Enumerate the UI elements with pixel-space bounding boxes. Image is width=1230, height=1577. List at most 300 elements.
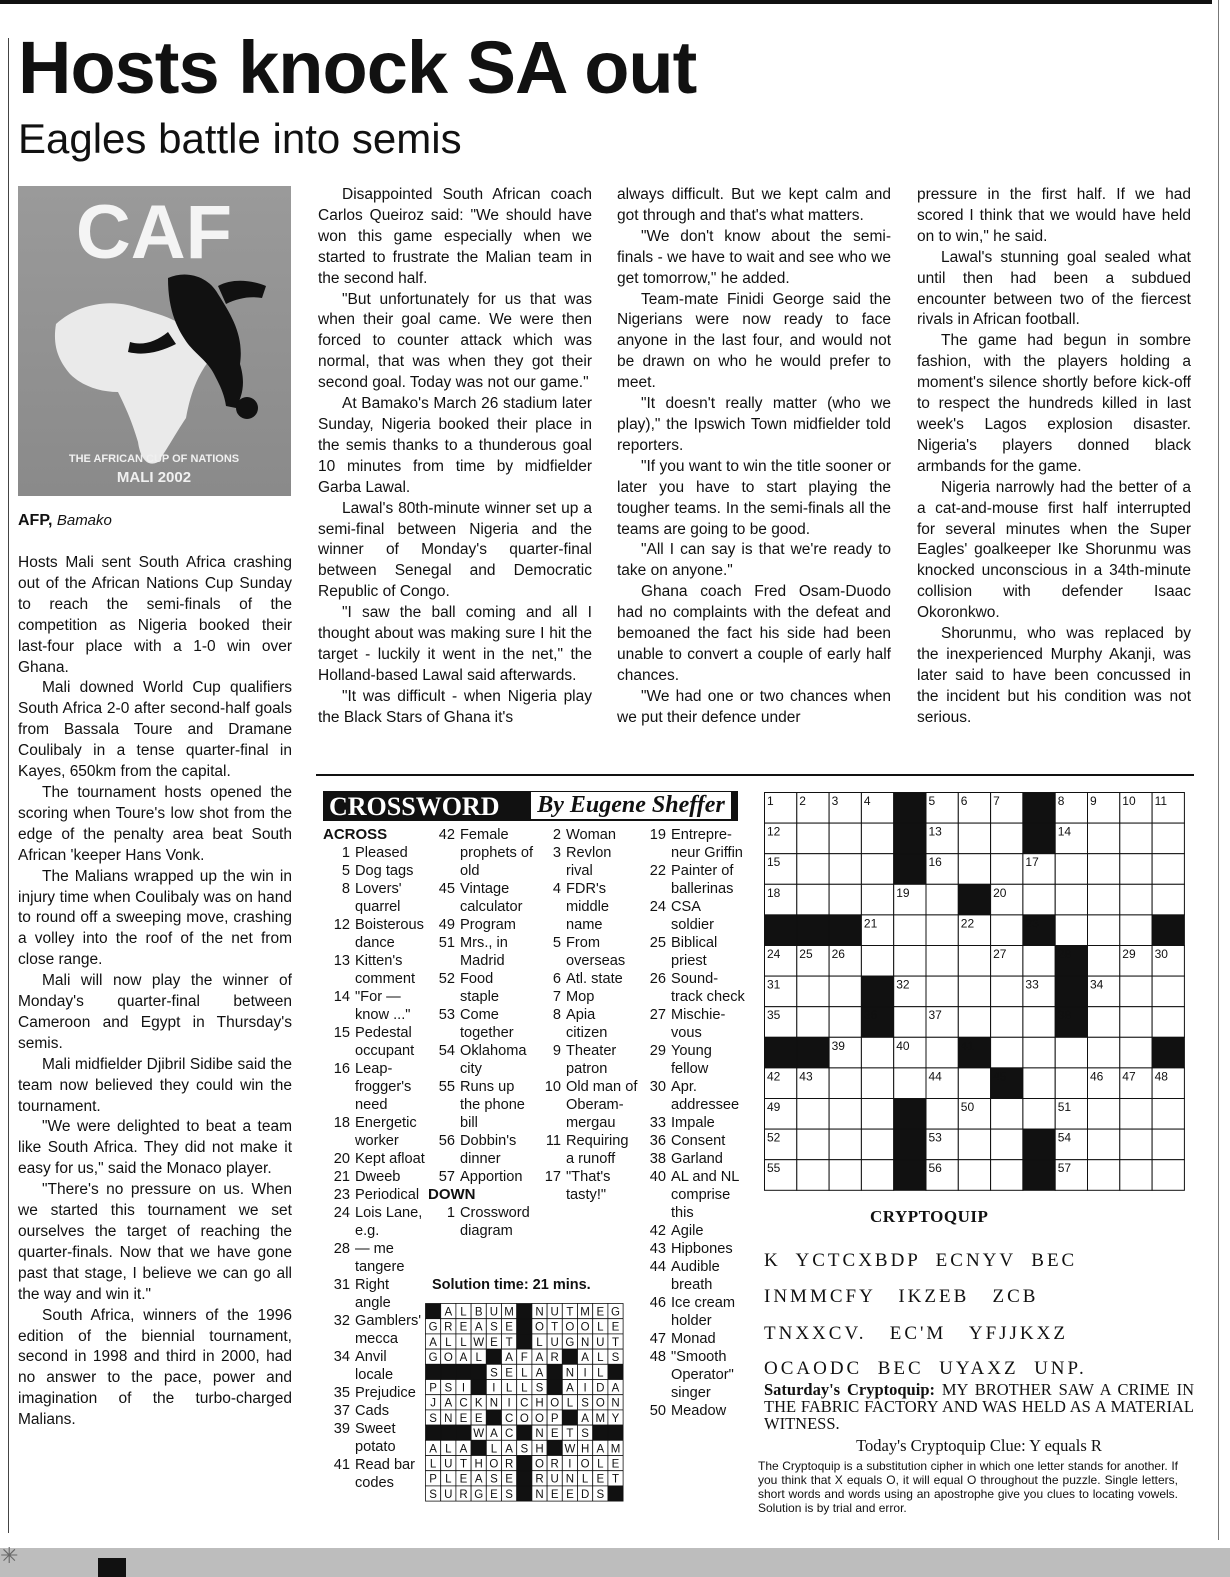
grid-cell: [1120, 1160, 1152, 1191]
clue-number: 27: [649, 1007, 666, 1023]
solution-letter: A: [459, 1443, 468, 1456]
solution-letter: C: [459, 1397, 468, 1410]
solution-block: [517, 1456, 532, 1471]
clue-text: Runs up the phone bill: [460, 1079, 525, 1131]
solution-letter: O: [489, 1458, 499, 1471]
clue-number: 40: [649, 1169, 666, 1185]
clue-item: [323, 1348, 428, 1384]
solution-letter: A: [611, 1382, 620, 1395]
down-heading: DOWN: [428, 1186, 476, 1203]
solution-letter: A: [474, 1473, 483, 1486]
clue-number: 8: [552, 1007, 561, 1023]
grid-cell: [991, 1099, 1023, 1130]
solution-letter: M: [610, 1443, 621, 1456]
solution-letter: N: [489, 1397, 499, 1410]
grid-block: [894, 1129, 926, 1160]
clue-text: From overseas: [566, 935, 626, 969]
solution-letter: A: [429, 1443, 437, 1456]
clue-item: [534, 1132, 639, 1168]
paragraph: pressure in the first half. If we had scored I think that we would have held on to win," he said.: [917, 186, 1191, 245]
clue-text: Crossword diagram: [460, 1205, 530, 1239]
solution-block: [486, 1349, 501, 1364]
clue-item: [323, 1024, 428, 1060]
solution-letter: P: [429, 1473, 437, 1486]
solution-letter: L: [445, 1473, 452, 1486]
clue-item: [323, 1204, 428, 1240]
clue-item: [323, 1312, 428, 1348]
crossword-banner: [323, 791, 738, 821]
grid-number: 44: [928, 1069, 942, 1084]
solution-letter: A: [444, 1397, 453, 1410]
clue-number: 56: [438, 1133, 455, 1149]
clue-text: Apportion: [460, 1169, 523, 1185]
solution-block: [456, 1364, 471, 1379]
cryptoquip-line: OCAODC BEC UYAXZ UNP.: [764, 1358, 1087, 1379]
grid-number: 30: [1154, 947, 1168, 961]
paragraph: Lawal's 80th-minute winner set up a semi-final between Nigeria and the winner of Monday's quarter-final between Senegal and Democratic Republic of Congo.: [318, 499, 592, 601]
grid-block: [1055, 976, 1087, 1007]
grid-cell: [1152, 854, 1184, 885]
solution-letter: L: [521, 1367, 528, 1380]
grid-cell: [797, 1007, 829, 1038]
right-page-rule: [1218, 0, 1219, 1540]
clue-item: [428, 1132, 536, 1168]
grid-block: [894, 1099, 926, 1130]
clue-text: Theater patron: [566, 1043, 617, 1077]
grid-cell: [1055, 1037, 1087, 1068]
grid-number: 53: [928, 1130, 942, 1145]
grid-number: 9: [1090, 794, 1097, 808]
solution-letter: O: [550, 1397, 560, 1410]
solution-block: [426, 1364, 441, 1379]
paragraph: Shorunmu, who was replaced by the inexperienced Murphy Akanji, was later said to have been concussed in the incident but his condition was not serious.: [917, 625, 1191, 726]
clue-number: 48: [649, 1349, 666, 1365]
grid-number: 50: [960, 1100, 975, 1114]
clue-item: [323, 1060, 428, 1114]
grid-block: [958, 884, 990, 915]
grid-number: 43: [799, 1069, 813, 1084]
clue-item: [323, 1402, 428, 1420]
grid-block: [1023, 1129, 1055, 1160]
grid-cell: [991, 1007, 1023, 1038]
clue-item: [639, 1078, 747, 1114]
grid-block: [894, 854, 926, 885]
solution-letter: A: [459, 1352, 468, 1365]
grid-cell: [1120, 1099, 1152, 1130]
clue-text: Requiring a runoff: [566, 1133, 629, 1167]
clue-number: 18: [333, 1115, 350, 1131]
solution-letter: D: [596, 1382, 605, 1395]
grid-number: 42: [767, 1069, 781, 1084]
grid-number: 52: [767, 1130, 781, 1145]
grid-number: 38: [1057, 1008, 1072, 1023]
grid-block: [1023, 793, 1055, 824]
grid-cell: [861, 1160, 893, 1191]
grid-number: 57: [1057, 1161, 1072, 1176]
solution-letter: J: [430, 1397, 436, 1410]
grid-number: 18: [767, 885, 781, 900]
paragraph: The game had begun in sombre fashion, with the players holding a moment's silence shortly before kick-off to respect the hundreds killed in last week's Lagos explosion disaster. Nigeria's players donned black armbands for the game.: [917, 332, 1191, 475]
grid-cell: [926, 915, 958, 946]
grid-number: 36: [863, 1008, 878, 1023]
clue-item: [639, 1150, 747, 1168]
solution-letter: G: [428, 1321, 438, 1334]
grid-cell: [829, 1129, 861, 1160]
grid-block: [829, 915, 861, 946]
clue-item: [534, 934, 639, 970]
clue-item: [639, 1168, 747, 1222]
clue-text: "Smooth Operator" singer: [671, 1349, 734, 1401]
paragraph: "I saw the ball coming and all I thought about was making sure I hit the target - luckily it went in the net," the Holland-based Lawal said afterwards.: [318, 604, 592, 684]
solution-letter: S: [490, 1321, 498, 1334]
solution-letter: A: [444, 1306, 453, 1319]
grid-cell: [797, 976, 829, 1007]
solution-letter: I: [583, 1382, 587, 1395]
grid-cell: [861, 946, 893, 977]
grid-cell: [1088, 1037, 1120, 1068]
solution-letter: N: [611, 1397, 620, 1410]
grid-cell: [1023, 1037, 1055, 1068]
clue-text: Right angle: [355, 1277, 391, 1311]
clue-item: [639, 1258, 747, 1294]
clue-item: [534, 1042, 639, 1078]
article-column-4: [917, 185, 1191, 729]
clue-text: FDR's middle name: [566, 881, 609, 933]
clue-text: Female prophets of old: [460, 827, 534, 879]
solution-letter: U: [550, 1306, 559, 1319]
grid-number: 41: [960, 1038, 975, 1053]
solution-letter: T: [566, 1428, 574, 1441]
grid-cell: [1152, 1007, 1184, 1038]
solution-letter: G: [474, 1488, 484, 1501]
grid-number: 5: [928, 794, 936, 808]
grid-block: [894, 823, 926, 854]
grid-cell: [1120, 915, 1152, 946]
grid-block: [1023, 1160, 1055, 1191]
grid-cell: [1088, 823, 1120, 854]
clue-number: 23: [333, 1187, 350, 1203]
grid-cell: [1023, 884, 1055, 915]
grid-cell: [958, 854, 990, 885]
clue-number: 16: [333, 1061, 350, 1077]
grid-cell: [926, 1037, 958, 1068]
grid-cell: [926, 976, 958, 1007]
solution-letter: C: [504, 1412, 514, 1425]
grid-block: [797, 915, 829, 946]
solution-block: [426, 1304, 441, 1319]
solution-letter: O: [595, 1397, 605, 1410]
clue-item: [323, 1276, 428, 1312]
clue-item: [323, 1114, 428, 1150]
byline: [18, 512, 112, 530]
saturday-label: Saturday's Cryptoquip:: [764, 1380, 935, 1399]
paragraph: The Malians wrapped up the win in injury time when Coulibaly was on hand to round off a sweeping move, crashing a volley into the roof of the net from close range.: [18, 867, 292, 969]
clue-item: [428, 1204, 536, 1240]
solution-letter: O: [519, 1412, 529, 1425]
grid-cell: [926, 884, 958, 915]
solution-letter: T: [459, 1458, 468, 1471]
solution-letter: L: [460, 1306, 467, 1319]
grid-cell: [1120, 1129, 1152, 1160]
clue-number: 57: [438, 1169, 455, 1185]
grid-cell: [861, 1037, 893, 1068]
solution-letter: H: [580, 1443, 590, 1456]
solution-letter: E: [611, 1321, 620, 1334]
cryptoquip-title: CRYPTOQUIP: [870, 1207, 989, 1226]
clue-item: [428, 1042, 536, 1078]
solution-letter: O: [565, 1321, 575, 1334]
solution-letter: O: [535, 1458, 544, 1471]
clue-text: — me tangere: [355, 1241, 405, 1275]
clue-number: 7: [552, 989, 561, 1005]
clue-number: 42: [438, 827, 455, 843]
grid-cell: [829, 1099, 861, 1130]
grid-cell: [926, 1099, 958, 1130]
solution-block: [441, 1364, 456, 1379]
paragraph: Hosts Mali sent South Africa crashing out of the African Nations Cup Sunday to reach the semi-finals of the competition as Nigeria booked their last-four place with a 1-0 win over Ghana.: [18, 554, 292, 676]
grid-cell: [797, 823, 829, 854]
clue-item: [639, 1330, 747, 1348]
paragraph: Mali midfielder Djibril Sidibe said the team now believed they could win the tournament.: [18, 1055, 292, 1115]
crossword-author: By Eugene Sheffer: [531, 792, 731, 819]
solution-letter: H: [535, 1443, 544, 1456]
clue-item: [323, 862, 428, 880]
solution-letter: E: [505, 1473, 513, 1486]
clue-text: Vintage calculator: [460, 881, 523, 915]
bottom-bar: [0, 1548, 1230, 1577]
grid-cell: [958, 1129, 990, 1160]
solution-letter: O: [443, 1352, 453, 1365]
clue-item: [323, 844, 428, 862]
solution-letter: W: [564, 1443, 576, 1456]
solution-block: [608, 1425, 623, 1440]
clue-text: Apr. addressee: [671, 1079, 740, 1113]
logo-title: CAF: [75, 190, 233, 275]
solution-block: [608, 1364, 623, 1379]
clue-number: 24: [649, 899, 666, 915]
solution-letter: A: [505, 1352, 513, 1365]
grid-cell: [1120, 1007, 1152, 1038]
grid-cell: [991, 823, 1023, 854]
solution-letter: U: [550, 1336, 559, 1349]
solution-letter: A: [429, 1336, 437, 1349]
clue-number: 10: [544, 1079, 561, 1095]
grid-cell: [1023, 1007, 1055, 1038]
grid-number: 14: [1057, 824, 1072, 839]
paragraph: Nigeria narrowly had the better of a a cat-and-mouse first half interrupted for several minutes when the Super Eagles' goalkeeper Ike Shorunmu was knocked unconscious in a 34th-minute collision with defender Isaac Okoronkwo.: [917, 478, 1191, 622]
grid-number: 2: [799, 794, 806, 808]
grid-cell: [1055, 854, 1087, 885]
grid-cell: [958, 976, 990, 1007]
clue-number: 20: [333, 1151, 350, 1167]
solution-letter: L: [490, 1443, 498, 1456]
clue-number: 51: [438, 935, 455, 951]
clue-number: 3: [552, 845, 561, 861]
grid-block: [765, 915, 797, 946]
clue-number: 17: [544, 1169, 561, 1185]
clue-number: 46: [649, 1295, 666, 1311]
solution-letter: E: [505, 1321, 513, 1334]
clue-text: Anvil locale: [355, 1349, 394, 1383]
grid-number: 7: [993, 794, 1000, 808]
paragraph: Disappointed South African coach Carlos Queiroz said: "We should have won this game especially when we started to frustrate the Malian team in the second half.: [318, 186, 592, 287]
grid-number: 49: [767, 1100, 781, 1114]
clue-text: Sound-track check: [671, 971, 745, 1005]
clue-item: [323, 952, 428, 988]
solution-letter: U: [444, 1458, 453, 1471]
clue-number: 38: [649, 1151, 666, 1167]
solution-letter: N: [535, 1488, 544, 1501]
paragraph: "But unfortunately for us that was when their goal came. We were then forced to counter attack which was normal, that was when they got their second goal. Today was not our game.": [318, 290, 592, 392]
solution-letter: Y: [611, 1412, 620, 1425]
solution-block: [517, 1334, 532, 1349]
clue-number: 43: [649, 1241, 666, 1257]
clue-number: 11: [545, 1133, 561, 1149]
paragraph: Lawal's stunning goal sealed what until then had been a subdued encounter between two of the fiercest rivals in African football.: [917, 248, 1191, 329]
grid-cell: [1120, 854, 1152, 885]
solution-letter: T: [551, 1321, 559, 1334]
clue-text: Apia citizen: [566, 1007, 608, 1041]
grid-cell: [829, 1007, 861, 1038]
grid-number: 23: [1025, 916, 1039, 931]
grid-number: 48: [1154, 1069, 1168, 1084]
grid-cell: [861, 854, 893, 885]
solution-letter: N: [535, 1306, 544, 1319]
cryptoquip-instructions: The Cryptoquip is a substitution cipher in which one letter stands for another. If you think that X equals O, it will equal O throughout the puzzle. Single letters, short words and words using an apostrophe give you clues to locating vowels. Solution is by trial and error.: [758, 1459, 1178, 1515]
grid-number: 40: [896, 1038, 910, 1053]
solution-letter: E: [474, 1412, 483, 1425]
grid-cell: [991, 854, 1023, 885]
solution-letter: T: [611, 1336, 620, 1349]
clue-text: Prejudice: [355, 1385, 416, 1401]
paragraph: Ghana coach Fred Osam-Duodo had no complaints with the defeat and bemoaned the fact his side had been unable to convert a couple of early half chances.: [617, 583, 891, 684]
solution-letter: R: [444, 1321, 453, 1334]
logo-caption-line2: MALI 2002: [116, 469, 192, 486]
paragraph: "We had one or two chances when we put their defence under: [617, 687, 891, 726]
grid-number: 1: [767, 794, 774, 808]
clue-item: [323, 1168, 428, 1186]
clue-text: Impale: [671, 1115, 715, 1131]
clue-item: [534, 1168, 639, 1204]
grid-number: 21: [863, 916, 878, 931]
grid-cell: [1023, 946, 1055, 977]
clue-text: CSA soldier: [671, 899, 714, 933]
grid-number: 51: [1057, 1100, 1072, 1114]
grid-block: [1023, 823, 1055, 854]
clue-text: Oklahoma city: [460, 1043, 527, 1077]
solution-block: [471, 1440, 486, 1455]
grid-cell: [958, 1160, 990, 1191]
clue-text: Woman: [566, 827, 617, 843]
grid-cell: [829, 976, 861, 1007]
solution-letter: U: [444, 1488, 453, 1501]
clue-item: [639, 1348, 747, 1402]
grid-cell: [1152, 884, 1184, 915]
clue-text: Sweet potato: [355, 1421, 396, 1455]
solution-letter: G: [565, 1336, 575, 1349]
solution-time: Solution time: 21 mins.: [432, 1277, 591, 1293]
grid-cell: [894, 946, 926, 977]
grid-number: 20: [993, 885, 1007, 900]
solution-letter: A: [474, 1321, 483, 1334]
grid-cell: [861, 1129, 893, 1160]
solution-letter: S: [444, 1382, 453, 1395]
solution-block: [471, 1380, 486, 1395]
clue-number: 44: [649, 1259, 666, 1275]
clue-item: [639, 1132, 747, 1150]
grid-cell: [1055, 884, 1087, 915]
solution-block: [441, 1425, 456, 1440]
solution-letter: L: [597, 1321, 604, 1334]
grid-block: [894, 793, 926, 824]
clue-number: 41: [333, 1457, 350, 1473]
clue-item: [534, 1078, 639, 1132]
grid-number: 3: [831, 794, 839, 808]
clue-text: Lovers' quarrel: [355, 881, 402, 915]
clue-text: Cads: [355, 1403, 390, 1419]
grid-cell: [991, 915, 1023, 946]
grid-cell: [991, 1160, 1023, 1191]
clue-number: 13: [333, 953, 350, 969]
clue-text: Painter of ballerinas: [671, 863, 734, 897]
clue-item: [639, 1240, 747, 1258]
paragraph: The tournament hosts opened the scoring when Toure's low shot from the edge of the penalty area beat South African 'keeper Hans Vonk.: [18, 783, 292, 864]
grid-number: 55: [767, 1161, 781, 1176]
clue-text: Ice cream holder: [671, 1295, 736, 1329]
grid-cell: [991, 976, 1023, 1007]
paragraph: "All I can say is that we're ready to take on anyone.": [617, 541, 891, 580]
grid-number: 27: [993, 947, 1007, 961]
solution-block: [562, 1410, 577, 1425]
grid-number: 25: [799, 947, 813, 961]
clue-item: [534, 844, 639, 880]
solution-letter: S: [581, 1428, 589, 1441]
left-column-rule: [8, 38, 9, 1533]
solution-letter: M: [595, 1412, 606, 1425]
byline-place: Bamako: [56, 512, 112, 529]
grid-cell: [1088, 1160, 1120, 1191]
grid-cell: [991, 1129, 1023, 1160]
solution-block: [517, 1304, 532, 1319]
clue-text: Periodical: [355, 1187, 420, 1203]
solution-letter: I: [492, 1382, 496, 1395]
grid-cell: [894, 915, 926, 946]
grid-number: 6: [960, 794, 968, 808]
clue-text: "That's tasty!": [566, 1169, 611, 1203]
solution-letter: E: [459, 1473, 468, 1486]
football-icon: [236, 397, 258, 419]
crossword-grid: [764, 792, 1185, 1192]
grid-number: 8: [1057, 794, 1065, 808]
grid-number: 54: [1057, 1130, 1072, 1145]
grid-cell: [1088, 1099, 1120, 1130]
solution-letter: M: [504, 1306, 514, 1319]
clue-item: [323, 916, 428, 952]
clue-text: Old man of Oberam-mergau: [566, 1079, 638, 1131]
clue-number: 33: [649, 1115, 666, 1131]
clue-item: [534, 1006, 639, 1042]
solution-letter: S: [520, 1443, 529, 1456]
solution-block: [486, 1410, 501, 1425]
grid-cell: [958, 946, 990, 977]
solution-letter: L: [445, 1443, 452, 1456]
clue-text: "For — know ...": [355, 989, 411, 1023]
clue-number: 28: [333, 1241, 350, 1257]
solution-letter: E: [550, 1488, 559, 1501]
solution-letter: E: [505, 1367, 513, 1380]
grid-cell: [894, 1068, 926, 1099]
grid-number: 31: [767, 977, 781, 992]
